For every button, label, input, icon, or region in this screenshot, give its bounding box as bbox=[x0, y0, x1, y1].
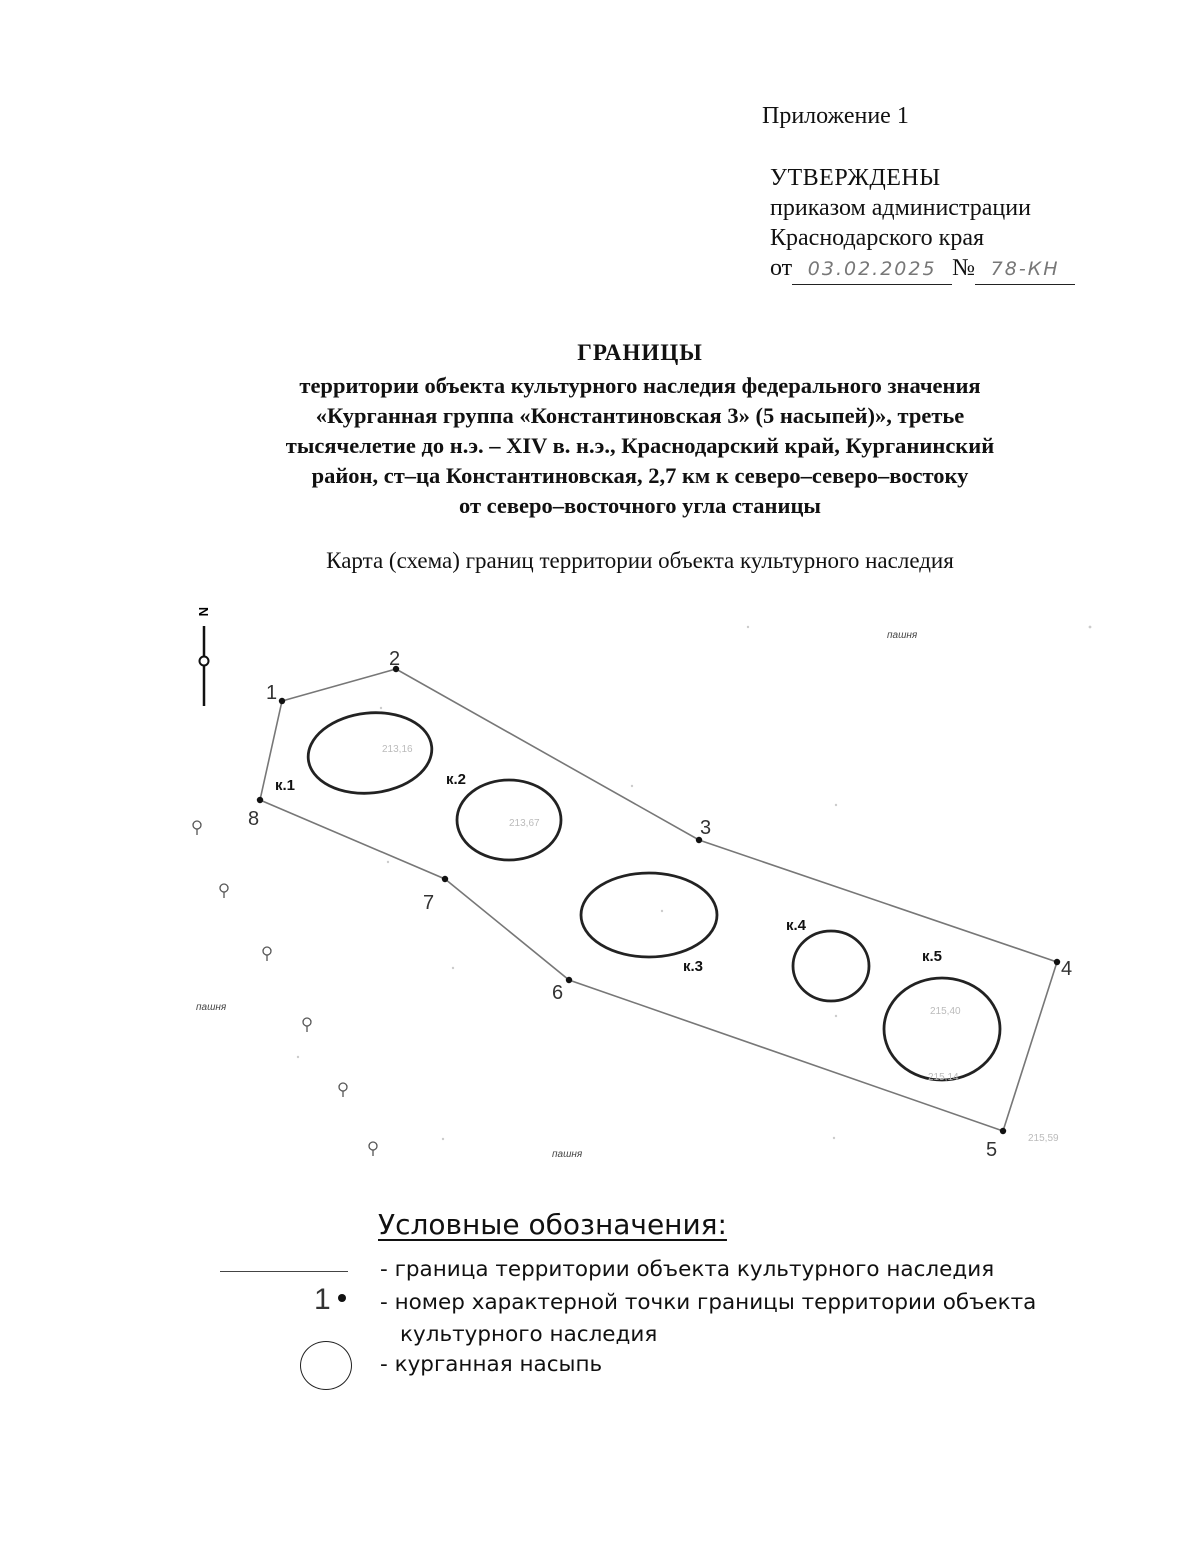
mound-4 bbox=[793, 931, 869, 1001]
mound-label: к.2 bbox=[446, 771, 467, 788]
point-label: 5 bbox=[986, 1139, 998, 1161]
elevation-label: 215,40 bbox=[930, 1006, 961, 1017]
elevation-label: 215,59 bbox=[1028, 1133, 1059, 1144]
legend-point-text: - номер характерной точки границы территории объекта bbox=[380, 1290, 1037, 1315]
boundary-point-7 bbox=[442, 876, 448, 882]
number-sign: № bbox=[952, 255, 976, 281]
approval-block bbox=[770, 163, 1075, 285]
point-label: 3 bbox=[700, 817, 712, 839]
legend-mound-sample bbox=[300, 1341, 352, 1390]
land-label: пашня bbox=[196, 1002, 227, 1013]
approval-line-1: приказом администрации bbox=[770, 195, 1031, 221]
tree-icon bbox=[369, 1142, 377, 1156]
elevation-label: 213,67 bbox=[509, 818, 540, 829]
legend-point-sample: 1 bbox=[314, 1283, 331, 1316]
mound-label: к.1 bbox=[275, 777, 296, 794]
mound-1 bbox=[304, 707, 436, 800]
legend-mound-text: - курганная насыпь bbox=[380, 1352, 603, 1377]
boundary-point-8 bbox=[257, 797, 263, 803]
document-subtitle bbox=[150, 371, 1130, 521]
approval-number: 78-КН bbox=[975, 254, 1075, 285]
approval-date: 03.02.2025 bbox=[792, 254, 952, 285]
boundary-point-1 bbox=[279, 698, 285, 704]
mound-label: к.3 bbox=[683, 958, 704, 975]
tree-icon bbox=[220, 884, 228, 898]
boundary-point-5 bbox=[1000, 1128, 1006, 1134]
legend-boundary-sample bbox=[220, 1271, 348, 1272]
subtitle-line: район, ст–ца Константиновская, 2,7 км к северо–северо–востоку bbox=[311, 463, 969, 488]
point-label: 1 bbox=[266, 682, 278, 704]
subtitle-line: от северо–восточного угла станицы bbox=[459, 493, 821, 518]
point-label: 4 bbox=[1061, 958, 1073, 980]
point-label: 2 bbox=[389, 648, 401, 670]
mound-5 bbox=[884, 978, 1000, 1080]
document-title: ГРАНИЦЫ bbox=[577, 340, 703, 365]
boundary-map bbox=[0, 590, 1200, 1170]
legend-title: Условные обозначения: bbox=[378, 1208, 727, 1241]
subtitle-line: «Курганная группа «Константиновская 3» (5 насыпей)», третье bbox=[315, 403, 965, 428]
tree-icon bbox=[193, 821, 201, 835]
tree-icon bbox=[263, 947, 271, 961]
appendix-label: Приложение 1 bbox=[762, 103, 909, 129]
mound-label: к.4 bbox=[786, 917, 807, 934]
mound-3 bbox=[581, 873, 717, 957]
boundary-point-6 bbox=[566, 977, 572, 983]
elevation-label: 215,14 bbox=[928, 1072, 959, 1083]
legend-boundary-text: - граница территории объекта культурного наследия bbox=[380, 1257, 995, 1282]
elevation-label: 213,16 bbox=[382, 744, 413, 755]
land-label: пашня bbox=[887, 630, 918, 641]
boundary-point-4 bbox=[1054, 959, 1060, 965]
point-label: 7 bbox=[423, 892, 435, 914]
mound-label: к.5 bbox=[922, 948, 943, 965]
subtitle-line: территории объекта культурного наследия федерального значения bbox=[299, 373, 981, 398]
legend-point-text-cont: культурного наследия bbox=[400, 1322, 658, 1347]
date-prefix: от bbox=[770, 255, 793, 281]
tree-icon bbox=[339, 1083, 347, 1097]
tree-icon bbox=[303, 1018, 311, 1032]
heritage-boundary bbox=[260, 669, 1057, 1131]
subtitle-line: тысячелетие до н.э. – XIV в. н.э., Краснодарский край, Курганинский bbox=[285, 433, 995, 458]
point-label: 8 bbox=[248, 808, 260, 830]
land-label: пашня bbox=[552, 1149, 583, 1160]
north-label: N bbox=[196, 607, 211, 617]
map-caption: Карта (схема) границ территории объекта культурного наследия bbox=[326, 548, 954, 573]
north-arrow-icon bbox=[196, 607, 211, 706]
approval-date-line bbox=[770, 253, 1075, 285]
legend-point-dot bbox=[338, 1294, 346, 1302]
point-label: 6 bbox=[552, 982, 564, 1004]
approval-line-2: Краснодарского края bbox=[770, 225, 985, 251]
approval-heading: УТВЕРЖДЕНЫ bbox=[770, 165, 941, 191]
